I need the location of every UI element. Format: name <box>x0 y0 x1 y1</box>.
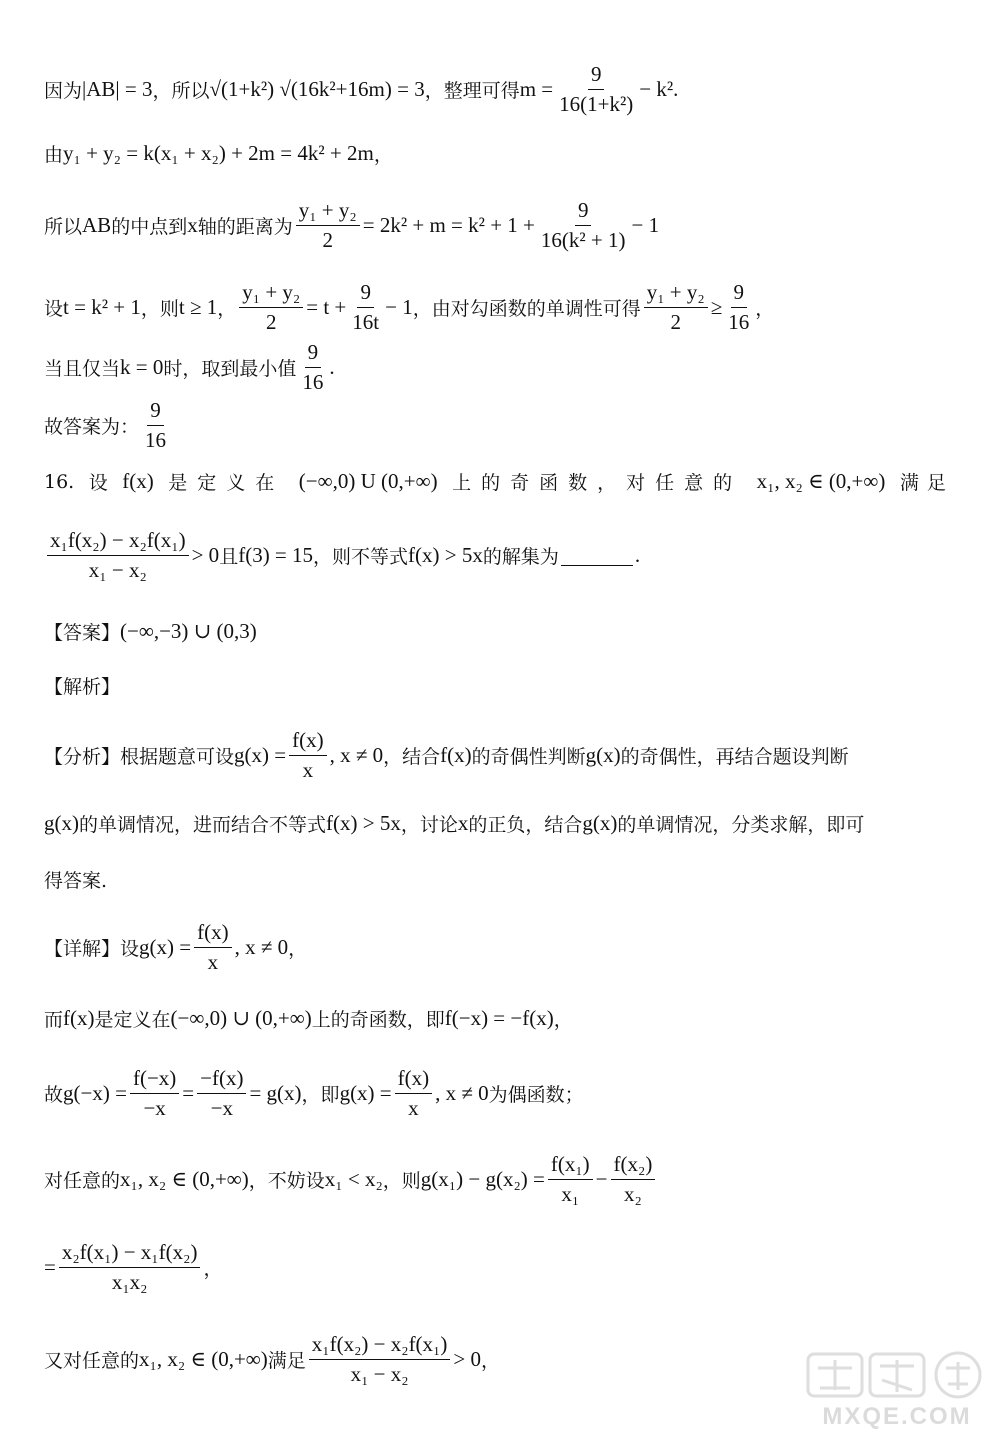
denominator: 2 <box>322 228 333 252</box>
text: ，不妨设 <box>248 1170 325 1192</box>
text: ，由对勾函数的单调性可得 <box>412 298 641 320</box>
text: 为偶函数； <box>488 1084 584 1106</box>
fraction <box>299 340 326 395</box>
detail-line-3 <box>44 1066 584 1121</box>
fraction <box>59 1240 201 1295</box>
line-3 <box>44 198 659 253</box>
analysis-label <box>44 672 120 699</box>
text: 时，取到最小值 <box>163 358 297 380</box>
text: 故答案为： <box>44 416 140 438</box>
math: g(−x) = <box>63 1081 127 1105</box>
math: , x ≠ 0 <box>435 1081 489 1105</box>
line-4 <box>44 280 774 335</box>
text: 所以 <box>44 216 83 238</box>
text: ， <box>217 298 237 320</box>
fraction <box>130 1066 179 1121</box>
text: ，即 <box>301 1084 340 1106</box>
denominator: 16(k² + 1) <box>540 228 626 252</box>
fraction <box>538 198 629 253</box>
line-6 <box>44 398 172 453</box>
fraction <box>197 1066 246 1121</box>
text: 的奇偶性判断 <box>471 746 586 768</box>
answer-line <box>44 618 257 645</box>
math: , x ≠ 0 <box>329 743 384 767</box>
math: x <box>187 213 198 237</box>
text: 【详解】设 <box>44 938 140 960</box>
text: 上的奇函数，即 <box>311 1009 445 1031</box>
numerator: 9 <box>357 280 374 308</box>
denominator: x₁ − x₂ <box>88 558 147 582</box>
text: ， <box>288 938 308 960</box>
numerator: f(x) <box>395 1066 432 1094</box>
math: − k². <box>639 77 679 101</box>
math: > 0 <box>191 543 220 567</box>
denominator: 16t <box>352 310 380 334</box>
math: y₁ + y₂ = k(x₁ + x₂) + 2m = 4k² + 2m <box>63 141 374 165</box>
answer-value: (−∞,−3) ∪ (0,3) <box>120 619 257 643</box>
text: 因为 <box>44 80 83 102</box>
math: = <box>182 1081 195 1105</box>
math: |AB| = 3 <box>82 77 153 101</box>
math: ≥ <box>710 295 723 319</box>
fraction <box>548 1152 593 1207</box>
math: f(x) > 5x <box>408 543 483 567</box>
text: 的解集为 <box>482 546 559 568</box>
fraction <box>395 1066 432 1121</box>
math: t ≥ 1 <box>178 295 218 319</box>
math: g(x) <box>44 811 79 835</box>
math: x₁ < x₂ <box>324 1167 383 1191</box>
math: f(x) <box>440 743 472 767</box>
text: 满足 <box>899 472 954 494</box>
detail-line-6 <box>44 1332 500 1387</box>
math: g(x) = <box>139 935 192 959</box>
denominator: 16 <box>145 428 167 452</box>
answer-label: 【答案】 <box>44 622 121 644</box>
denominator: 16 <box>728 310 750 334</box>
fraction <box>309 1332 451 1387</box>
numerator: f(x) <box>194 920 231 948</box>
math: g(x) <box>582 811 618 835</box>
text: 满足 <box>267 1350 306 1372</box>
math: f(x) > 5x <box>326 811 401 835</box>
denominator: 16(1+k²) <box>559 92 634 116</box>
numerator: x₁f(x₂) − x₂f(x₁) <box>47 528 189 556</box>
numerator: x₂f(x₁) − x₁f(x₂) <box>59 1240 201 1268</box>
text: 的单调情况，进而结合不等式 <box>79 814 327 836</box>
math: . <box>329 355 335 379</box>
denominator: 2 <box>266 310 277 334</box>
denominator: −x <box>143 1096 166 1120</box>
numerator: f(−x) <box>130 1066 179 1094</box>
math: = <box>44 1255 56 1279</box>
text: 上的奇函数，对任意的 <box>452 472 743 494</box>
math: = 2k² + m = k² + 1 + <box>362 213 535 237</box>
numerator: f(x₁) <box>548 1152 593 1180</box>
fraction <box>556 62 636 117</box>
text: 对任意的 <box>44 1170 121 1192</box>
text: 且 <box>219 546 239 568</box>
fraction <box>47 528 189 583</box>
problem-number: 16. <box>44 470 75 493</box>
analysis-line-3 <box>44 866 107 893</box>
denominator: x₂ <box>624 1182 642 1206</box>
numerator: x₁f(x₂) − x₂f(x₁) <box>309 1332 451 1360</box>
text: ， <box>373 144 393 166</box>
math: x <box>457 811 469 835</box>
fraction <box>644 280 708 335</box>
math: f(x) <box>63 1006 95 1030</box>
text: ， <box>755 298 775 320</box>
numerator: 9 <box>147 398 164 426</box>
math: g(x) = <box>234 743 287 767</box>
text: ，则 <box>382 1170 421 1192</box>
fraction <box>289 728 326 783</box>
math: f(3) = 15 <box>238 543 314 567</box>
denominator: 16 <box>302 370 324 394</box>
detail-line-1 <box>44 920 307 975</box>
text: 的单调情况，分类求解，即可 <box>617 814 865 836</box>
text: ，所以 <box>152 80 210 102</box>
math: f(−x) = −f(x) <box>444 1006 554 1030</box>
analysis-line-1 <box>44 728 849 783</box>
line-2 <box>44 140 393 167</box>
fraction <box>611 1152 656 1207</box>
numerator: y₁ + y₂ <box>296 198 360 226</box>
text: 的正负，结合 <box>468 814 583 836</box>
math: k = 0 <box>120 355 164 379</box>
denominator: −x <box>210 1096 233 1120</box>
fraction <box>142 398 169 453</box>
text: 设 <box>44 298 64 320</box>
text: 故 <box>44 1084 64 1106</box>
numerator: 9 <box>588 62 605 90</box>
math: − <box>595 1167 608 1191</box>
math: = g(x) <box>249 1081 302 1105</box>
text: 轴的距离为 <box>197 216 293 238</box>
text: 设 <box>88 472 108 494</box>
math: , x ≠ 0 <box>234 935 289 959</box>
denominator: x₁ <box>561 1182 580 1206</box>
text: 由 <box>44 144 64 166</box>
numerator: f(x) <box>289 728 326 756</box>
numerator: y₁ + y₂ <box>644 280 708 308</box>
numerator: 9 <box>575 198 592 226</box>
numerator: f(x₂) <box>611 1152 656 1180</box>
text: 而 <box>44 1009 64 1031</box>
text: 得答案. <box>44 870 108 892</box>
watermark-site: MXQE.COM <box>822 1403 972 1430</box>
text: ， <box>480 1350 500 1372</box>
math: − 1 <box>385 295 413 319</box>
text: 又对任意的 <box>44 1350 140 1372</box>
math: (−∞,0) U (0,+∞) <box>298 469 438 493</box>
problem-16-line-2 <box>44 528 640 583</box>
math: x₁, x₂ ∈ (0,+∞) <box>139 1347 268 1371</box>
numerator: 9 <box>731 280 748 308</box>
numerator: 9 <box>305 340 322 368</box>
math: √(1+k²) √(16k²+16m) = 3 <box>209 77 425 101</box>
math: m = <box>519 77 554 101</box>
text: 是定义在 <box>168 472 285 494</box>
math: t = k² + 1 <box>63 295 141 319</box>
denominator: x₁x₂ <box>111 1270 148 1294</box>
line-1 <box>44 62 678 117</box>
fraction <box>239 280 303 335</box>
math: x₁, x₂ ∈ (0,+∞) <box>120 1167 249 1191</box>
math: (−∞,0) ∪ (0,+∞) <box>170 1006 312 1030</box>
math: g(x) = <box>339 1081 392 1105</box>
text: ，则不等式 <box>313 546 409 568</box>
text: 当且仅当 <box>44 358 121 380</box>
denominator: x₁ − x₂ <box>350 1362 409 1386</box>
math: f(x) <box>122 469 154 493</box>
denominator: x <box>302 758 314 782</box>
text: ，讨论 <box>400 814 458 836</box>
fraction <box>725 280 752 335</box>
denominator: x <box>207 950 219 974</box>
denominator: x <box>408 1096 419 1120</box>
detail-line-5 <box>44 1240 222 1295</box>
math: AB <box>82 213 112 237</box>
math: x₁, x₂ ∈ (0,+∞) <box>756 469 886 493</box>
fraction <box>349 280 382 335</box>
text: 【解析】 <box>44 676 121 698</box>
text: 【分析】根据题意可设 <box>44 746 235 768</box>
text: 的中点到 <box>111 216 188 238</box>
math: g(x₁) − g(x₂) = <box>420 1167 545 1191</box>
text: ，则 <box>140 298 179 320</box>
problem-16-line-1 <box>44 468 954 495</box>
detail-line-4 <box>44 1152 658 1207</box>
numerator: y₁ + y₂ <box>239 280 303 308</box>
math: = t + <box>306 295 347 319</box>
numerator: −f(x) <box>197 1066 246 1094</box>
text: 的奇偶性，再结合题设判断 <box>620 746 849 768</box>
text: 是定义在 <box>94 1009 171 1031</box>
text: ， <box>553 1009 573 1031</box>
watermark-logo <box>798 1350 996 1432</box>
line-5 <box>44 340 335 395</box>
fraction <box>194 920 231 975</box>
math: g(x) <box>585 743 621 767</box>
answer-blank <box>561 545 633 566</box>
math: − 1 <box>631 213 660 237</box>
text: ，结合 <box>383 746 441 768</box>
text: ，整理可得 <box>424 80 520 102</box>
fraction <box>296 198 360 253</box>
math: . <box>634 543 641 567</box>
detail-line-2 <box>44 1005 573 1032</box>
denominator: 2 <box>670 310 681 334</box>
analysis-line-2 <box>44 810 864 837</box>
text: ， <box>203 1258 223 1280</box>
math: > 0 <box>453 1347 481 1371</box>
